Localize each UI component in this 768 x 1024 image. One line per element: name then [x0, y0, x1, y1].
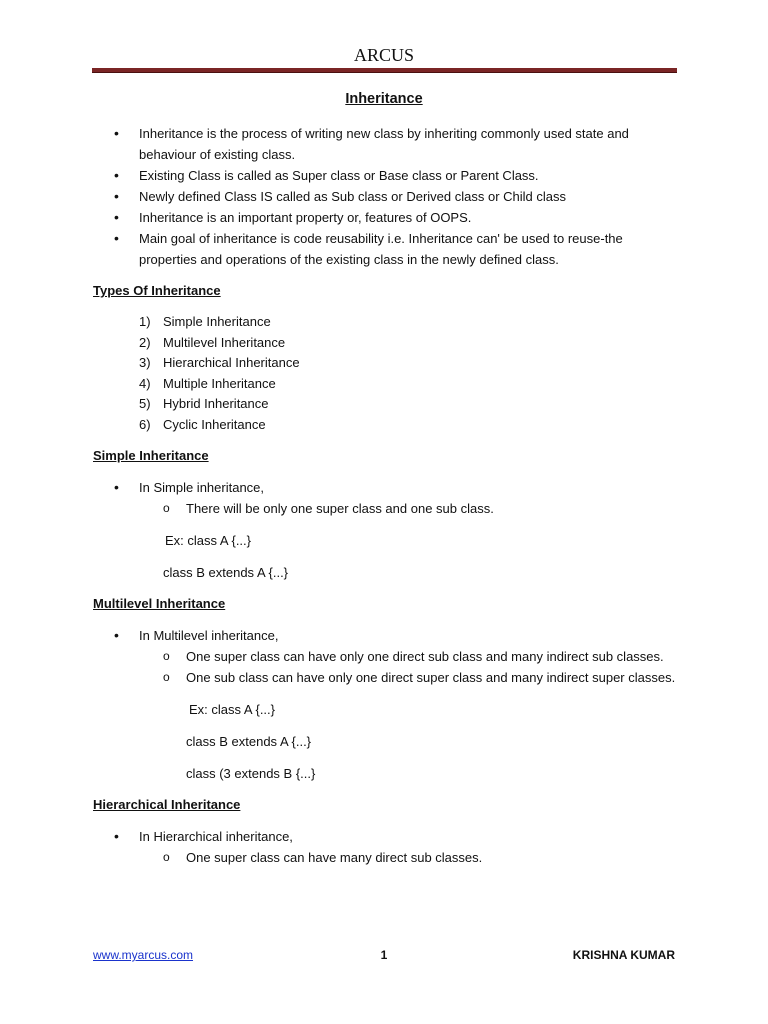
- multilevel-code-line: class (3 extends B {...}: [186, 766, 316, 781]
- types-item-number: 4): [139, 375, 151, 391]
- simple-code-line: class B extends A {...}: [163, 565, 289, 580]
- multilevel-bullet: • In Multilevel inheritance,: [93, 625, 678, 646]
- section-heading-hierarchical: Hierarchical Inheritance: [93, 797, 241, 812]
- header-divider: [92, 68, 677, 73]
- hierarchical-bullet: • In Hierarchical inheritance,: [93, 826, 678, 847]
- multilevel-bullet-list: [93, 625, 678, 646]
- intro-bullet: • Newly defined Class IS called as Sub class or Derived class or Child class: [93, 186, 678, 207]
- types-item-label: Multiple Inheritance: [163, 375, 276, 391]
- footer-page-number: 1: [380, 948, 388, 962]
- multilevel-sub-list: [93, 646, 678, 688]
- intro-bullet: • Existing Class is called as Super class or Base class or Parent Class.: [93, 165, 678, 186]
- intro-bullet-list: [93, 123, 678, 270]
- footer-website-link[interactable]: www.myarcus.com: [93, 948, 194, 962]
- types-list-item: [93, 394, 678, 415]
- simple-code-line: Ex: class A {...}: [165, 533, 251, 548]
- types-item-label: Hybrid Inheritance: [163, 396, 269, 411]
- header-title: ARCUS: [353, 45, 415, 65]
- section-heading-simple: Simple Inheritance: [93, 448, 209, 463]
- types-list-item: [93, 415, 678, 436]
- types-item-label: Simple Inheritance: [163, 314, 271, 329]
- content: [93, 123, 678, 868]
- types-list-item: [93, 374, 678, 395]
- simple-sub-list: [93, 498, 678, 519]
- types-item-number: 2): [139, 334, 151, 350]
- types-item-number: 3): [139, 355, 151, 370]
- hierarchical-bullet-list: [93, 826, 678, 847]
- simple-bullet-list: [93, 477, 678, 498]
- types-item-number: 6): [139, 416, 151, 432]
- types-item-number: 1): [139, 314, 151, 329]
- types-item-label: Multilevel Inheritance: [163, 334, 286, 350]
- hierarchical-sub-list: [93, 847, 678, 868]
- types-item-number: 5): [139, 396, 151, 411]
- intro-bullet: • Inheritance is an important property or, features of OOPS.: [93, 207, 678, 228]
- simple-sub-item: o There will be only one super class and one sub class.: [93, 498, 678, 519]
- types-list: [93, 312, 678, 435]
- types-list-item: [93, 353, 678, 374]
- types-list-item: [93, 312, 678, 333]
- multilevel-code-line: class B extends A {...}: [186, 734, 312, 749]
- simple-bullet: • In Simple inheritance,: [93, 477, 678, 498]
- main-heading: Inheritance: [345, 91, 423, 107]
- intro-bullet: • Inheritance is the process of writing new class by inheriting commonly used state and behaviour of existing class.: [93, 123, 678, 165]
- types-list-item: [93, 333, 678, 354]
- intro-bullet: • Main goal of inheritance is code reusability i.e. Inheritance can' be used to reuse-the properties and operations of the existing class in the newly defined class.: [93, 228, 678, 270]
- multilevel-sub-item: o One super class can have only one direct sub class and many indirect sub classes.: [93, 646, 678, 667]
- multilevel-code-line: Ex: class A {...}: [189, 702, 275, 717]
- types-item-label: Cyclic Inheritance: [163, 416, 266, 432]
- page-footer: [93, 945, 675, 967]
- section-heading-multilevel: Multilevel Inheritance: [93, 596, 226, 611]
- footer-author: KRISHNA KUMAR: [572, 948, 675, 962]
- types-item-label: Hierarchical Inheritance: [163, 355, 300, 370]
- multilevel-sub-item: o One sub class can have only one direct super class and many indirect super classes.: [93, 667, 678, 688]
- section-heading-types: Types Of Inheritance: [93, 283, 221, 298]
- hierarchical-sub-item: o One super class can have many direct sub classes.: [93, 847, 678, 868]
